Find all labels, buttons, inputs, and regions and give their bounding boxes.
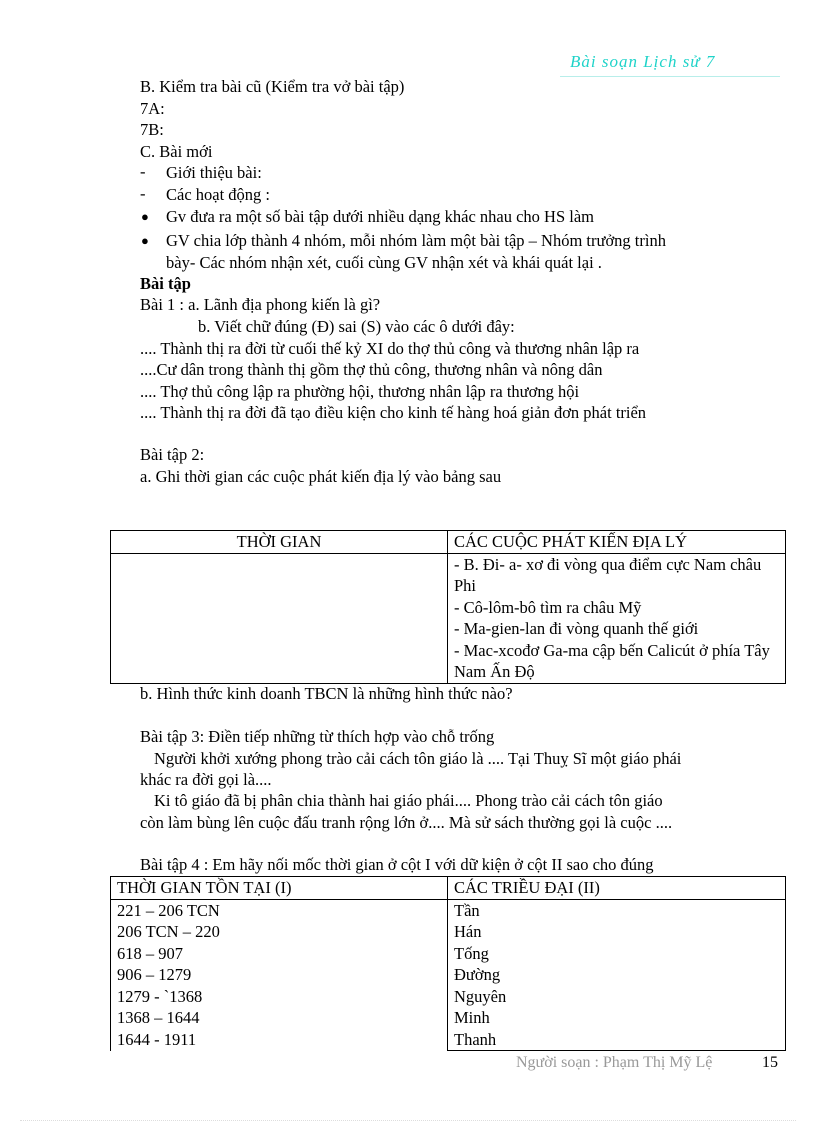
period-cell: 906 – 1279	[117, 965, 192, 984]
discovery-item: - B. Đi- a- xơ đi vòng qua điểm cực Nam châu Phi	[454, 554, 762, 595]
list-marker: -	[140, 184, 146, 203]
list-item: Các hoạt động :	[166, 185, 271, 204]
ex4-title: Bài tập 4 : Em hãy nối mốc thời gian ở cột I với dữ kiện ở cột II sao cho đúng	[140, 855, 654, 874]
author-footer: Người soạn : Phạm Thị Mỹ Lệ	[516, 1054, 713, 1071]
table-header-cell: CÁC TRIỀU ĐẠI (II)	[448, 877, 786, 900]
dynasty-cell: Tống	[454, 943, 489, 963]
ex3-title: Bài tập 3: Điền tiếp những từ thích hợp vào chỗ trống	[140, 727, 495, 746]
period-cell: 1644 - 1911	[117, 1029, 197, 1049]
ex1-statement: ....Cư dân trong thành thị gồm thợ thủ công, thương nhân và nông dân	[140, 360, 603, 379]
table-header-row	[111, 877, 786, 900]
ex2-question-b: b. Hình thức kinh doanh TBCN là những hình thức nào?	[140, 684, 513, 703]
bullet-icon: ●	[141, 233, 149, 248]
list-item-continuation: bày- Các nhóm nhận xét, cuối cùng GV nhận xét và khái quát lại .	[166, 253, 602, 272]
bottom-rule	[20, 1120, 796, 1122]
discoveries-cell	[448, 553, 786, 683]
old-lesson-heading: B. Kiểm tra bài cũ (Kiểm tra vở bài tập)	[140, 77, 405, 96]
ex3-paragraph: còn làm bùng lên cuộc đấu tranh rộng lớn ở.... Mà sử sách thường gọi là cuộc ....	[140, 813, 673, 832]
ex2-title: Bài tập 2:	[140, 445, 205, 464]
header-rule	[560, 76, 780, 77]
ex2-question-a: a. Ghi thời gian các cuộc phát kiến địa lý vào bảng sau	[140, 467, 502, 486]
period-column	[111, 899, 448, 1051]
list-item: Giới thiệu bài:	[166, 163, 262, 182]
period-cell: 1368 – 1644	[117, 1008, 200, 1027]
period-cell: 221 – 206 TCN	[117, 900, 220, 920]
list-marker: -	[140, 162, 146, 181]
ex1-question-b: b. Viết chữ đúng (Đ) sai (S) vào các ô dưới đây:	[198, 317, 515, 336]
class-7a-label: 7A:	[140, 99, 165, 118]
table-row	[111, 899, 786, 1051]
discovery-item: - Cô-lôm-bô tìm ra châu Mỹ	[454, 597, 642, 617]
new-lesson-heading: C. Bài mới	[140, 142, 213, 161]
discovery-item: - Mac-xcođơ Ga-ma cập bến Calicút ở phía Tây Nam Ấn Độ	[454, 640, 770, 681]
period-cell: 1279 - `1368	[117, 986, 203, 1006]
discovery-item: - Ma-gien-lan đi vòng quanh thế giới	[454, 619, 699, 638]
ex3-paragraph: Người khởi xướng phong trào cải cách tôn giáo là .... Tại Thuỵ Sĩ một giáo phái	[154, 749, 682, 768]
ex1-question-a: Bài 1 : a. Lãnh địa phong kiến là gì?	[140, 295, 381, 314]
dynasty-cell: Tần	[454, 900, 480, 920]
ex1-statement: .... Thành thị ra đời từ cuối thế kỷ XI do thợ thủ công và thương nhân lập ra	[140, 339, 640, 358]
running-header: Bài soạn Lịch sử 7	[570, 52, 716, 71]
table-header-cell: THỜI GIAN	[111, 531, 448, 554]
ex3-paragraph: khác ra đời gọi là....	[140, 770, 272, 789]
ex1-statement: .... Thành thị ra đời đã tạo điều kiện cho kinh tế hàng hoá giản đơn phát triển	[140, 403, 647, 422]
dynasty-cell: Thanh	[454, 1029, 497, 1049]
list-item: GV chia lớp thành 4 nhóm, mỗi nhóm làm một bài tập – Nhóm trưởng trình	[166, 231, 666, 250]
period-cell: 206 TCN – 220	[117, 922, 220, 941]
period-cell: 618 – 907	[117, 943, 183, 963]
time-answer-cell[interactable]	[111, 553, 448, 683]
discoveries-table	[110, 530, 786, 684]
exercises-heading: Bài tập	[140, 274, 191, 293]
dynasty-cell: Đường	[454, 965, 501, 984]
ex3-paragraph: Ki tô giáo đã bị phân chia thành hai giáo phái.... Phong trào cải cách tôn giáo	[154, 791, 663, 810]
dynasty-cell: Nguyên	[454, 986, 507, 1006]
list-item: Gv đưa ra một số bài tập dưới nhiều dạng khác nhau cho HS làm	[166, 207, 595, 226]
dynasty-cell: Hán	[454, 922, 482, 941]
page-number: 15	[762, 1054, 778, 1071]
table-header-row	[111, 531, 786, 554]
table-row	[111, 553, 786, 683]
bullet-icon: ●	[141, 209, 149, 224]
dynasties-table	[110, 876, 786, 1051]
ex1-statement: .... Thợ thủ công lập ra phường hội, thương nhân lập ra thương hội	[140, 382, 580, 401]
table-header-cell: CÁC CUỘC PHÁT KIẾN ĐỊA LÝ	[448, 531, 786, 554]
dynasty-cell: Minh	[454, 1008, 490, 1027]
table-header-cell: THỜI GIAN TỒN TẠI (I)	[111, 877, 448, 900]
class-7b-label: 7B:	[140, 120, 164, 139]
dynasty-column	[448, 899, 786, 1051]
